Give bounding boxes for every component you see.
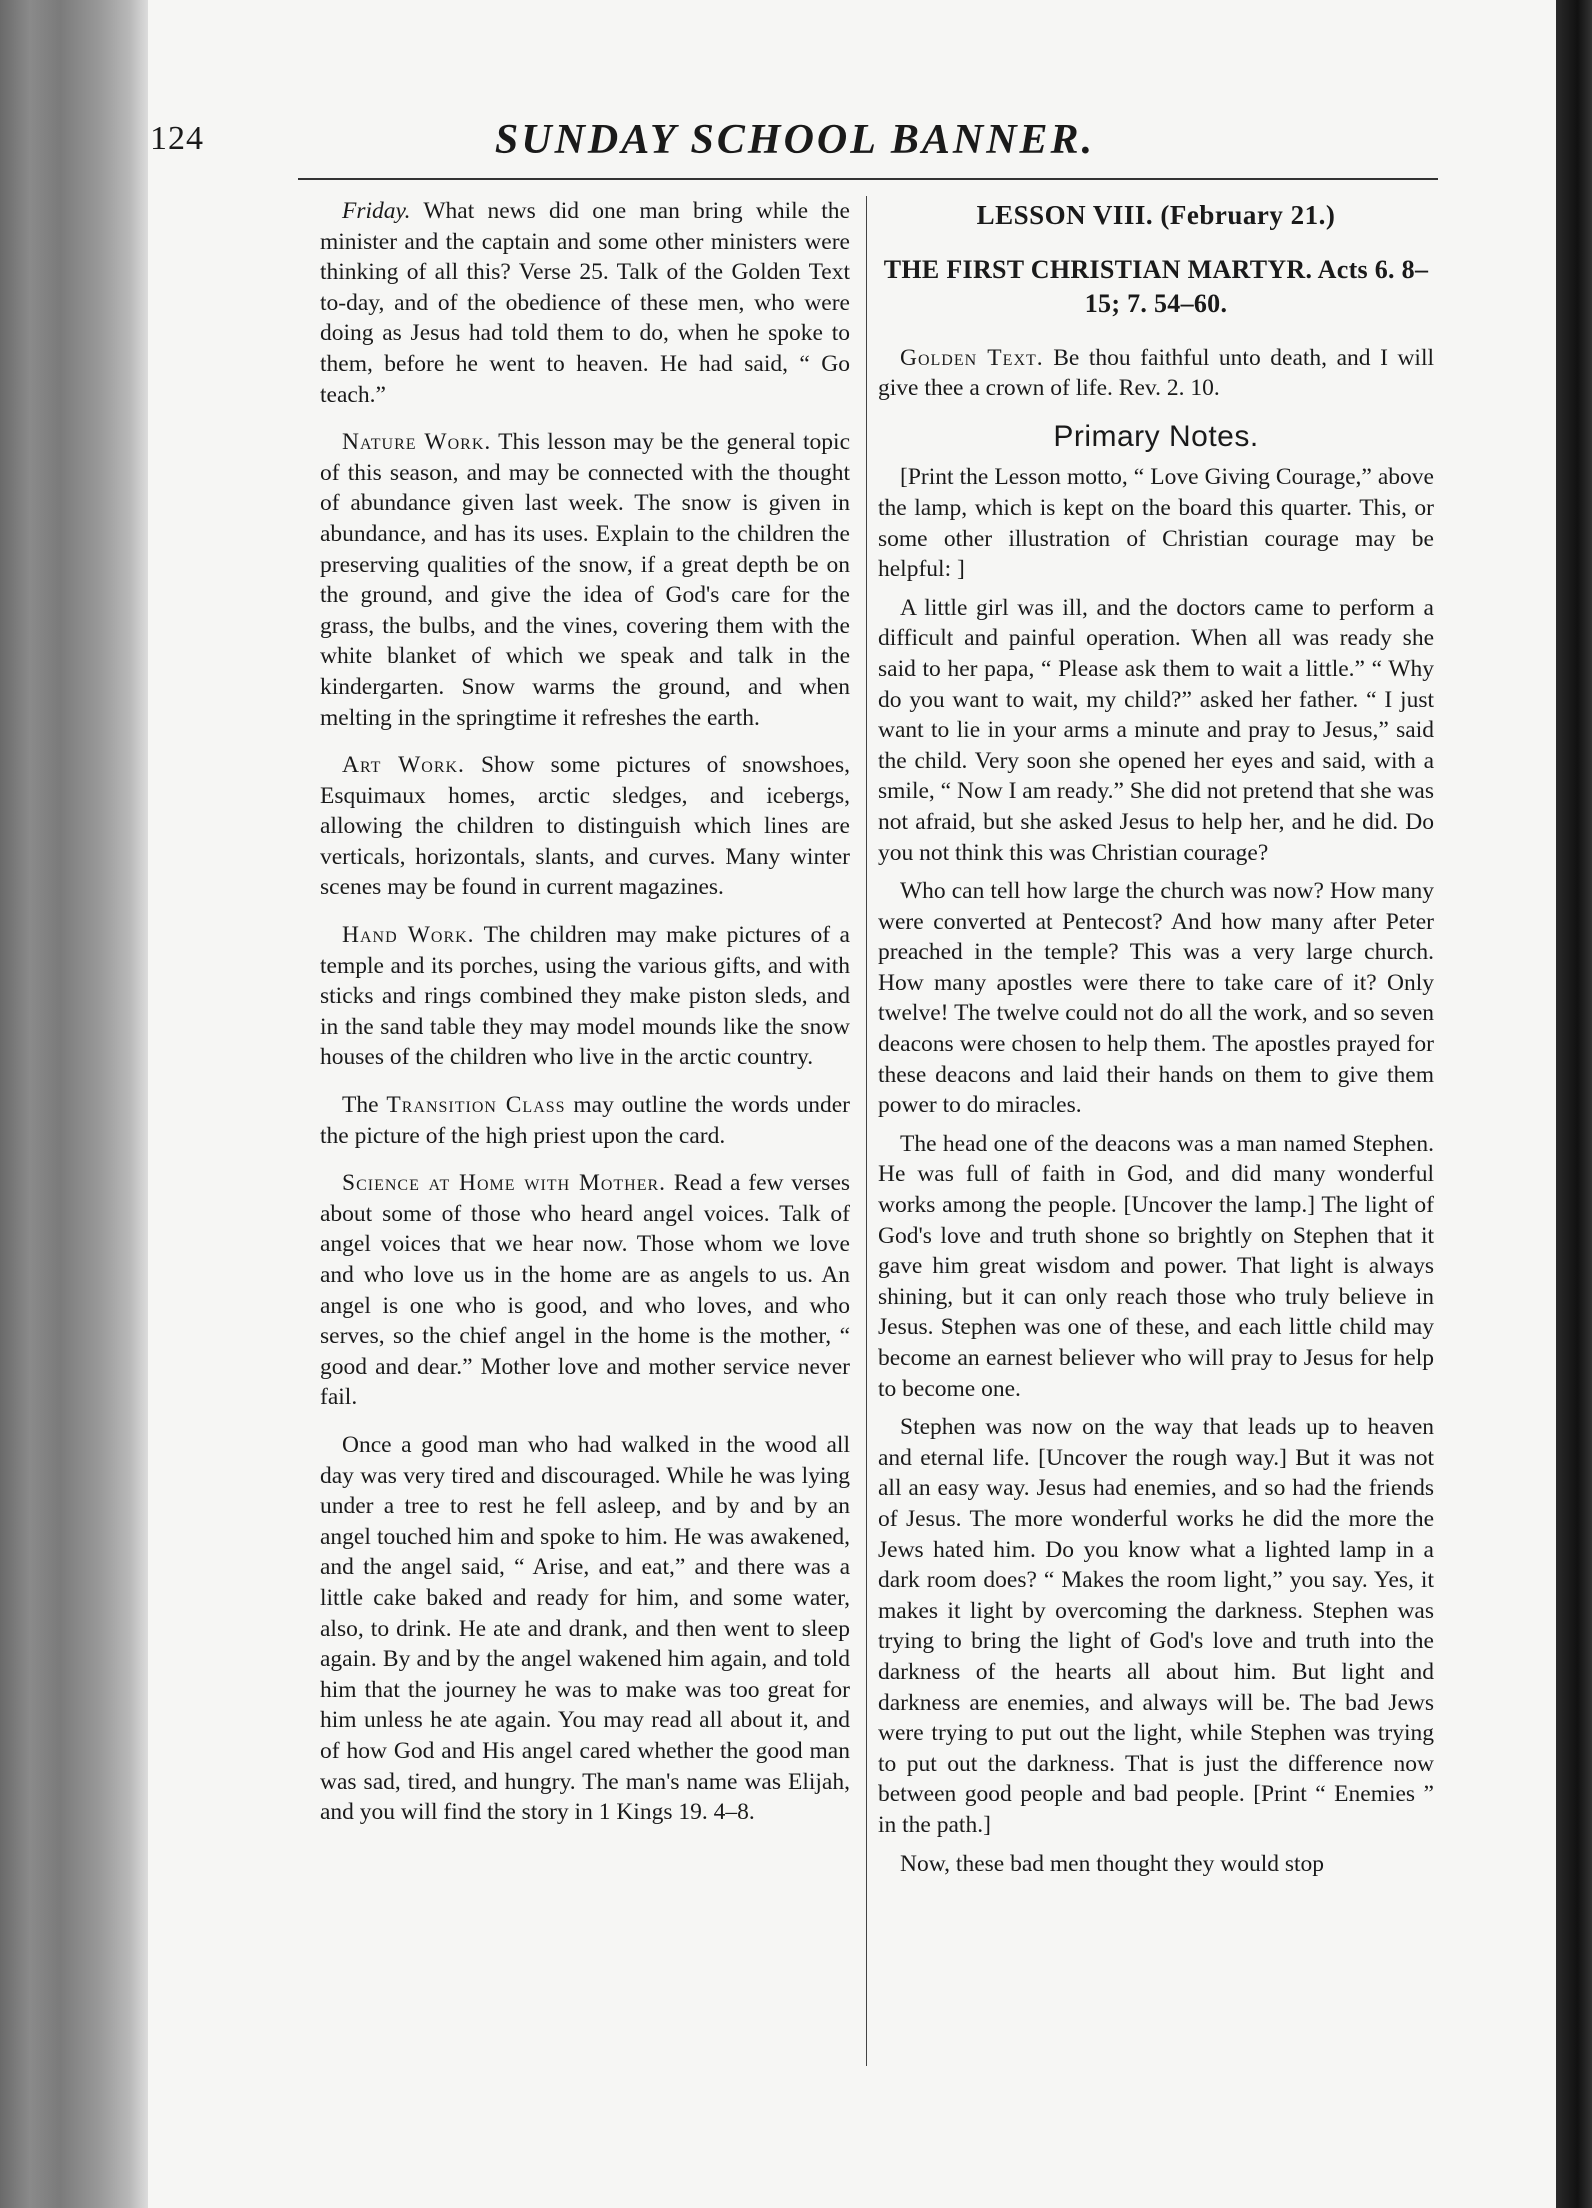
scan-binding-edge <box>0 0 148 2208</box>
page-number: 124 <box>150 120 204 157</box>
golden-text-lead: Golden Text. <box>900 344 1044 371</box>
golden-text-paragraph <box>878 343 1434 404</box>
hand-work-text: The children may make pictures of a temple and its porches, using the various gifts, and with sticks and rings combined they make piston sleds, and in the sand table they may model mounds like the snow houses of the children who live in the arctic country. <box>320 922 850 1071</box>
notes-paragraph: A little girl was ill, and the doctors came to perform a difficult and painful operation. When all was ready she said to her papa, “ Please ask them to wait a little.” “ Why do you want to wait, my child?” asked her father. “ I just want to lie in your arms a minute and pray to Jesus,” said the child. Very soon she opened her eyes and said, with a smile, “ Now I am ready.” She did not pretend that she was not afraid, but she asked Jesus to help her, and he did. Do you not think this was Christian courage? <box>878 594 1434 866</box>
nature-work-lead: Nature Work. <box>342 429 492 456</box>
golden-text: Be thou faithful unto death, and I will give thee a crown of life. Rev. 2. 10. <box>878 344 1435 402</box>
hand-work-lead: Hand Work. <box>342 922 475 949</box>
friday-text: What news did one man bring while the minister and the captain and some other ministers were thinking of all this? Verse 25. Talk of the Golden Text to-day, and of the obedience of these men, who were doing as Jesus had told them to do, when he spoke to them, before he went to heaven. He had said, “ Go teach.” <box>320 198 850 408</box>
transition-text: may outline the words under the picture of the high priest upon the card. <box>320 1092 850 1149</box>
notes-paragraph: Who can tell how large the church was now? How many were converted at Pentecost? And how many after Peter preached in the temple? This was a very large church. How many apostles were there to take care of it? Only twelve! The twelve could not do all the work, and so seven deacons were chosen to help them. The apostles prayed for these deacons and laid their hands on them to give them power to do miracles. <box>878 878 1434 1119</box>
notes-paragraph: Stephen was now on the way that leads up to heaven and eternal life. [Uncover the rough way.] But it was not all an easy way. Jesus had enemies, and so had the friends of Jesus. The more wonderful works he did the more the Jews hated him. Do you know what a lighted lamp in a dark room does? “ Makes the room light,” you say. Yes, it makes it light by overcoming the darkness. Stephen was trying to bring the light of God's love and truth into the darkness of the hearts all about him. But light and darkness are enemies, and always will be. The bad Jews were trying to put out the light, while Stephen was trying to put out the darkness. That is just the difference now between good people and bad people. [Print “ Enemies ” in the path.] <box>878 1414 1434 1838</box>
nature-work-paragraph <box>320 427 850 733</box>
column-divider <box>866 196 867 2066</box>
notes-paragraph: [Print the Lesson motto, “ Love Giving Courage,” above the lamp, which is kept on the board this quarter. This, or some other illustration of Christian courage may be helpful: ] <box>878 464 1434 583</box>
transition-paragraph <box>320 1090 850 1151</box>
transition-lead: Transition Class <box>386 1092 566 1119</box>
right-column <box>878 196 1434 1887</box>
notes-paragraph: The head one of the deacons was a man named Stephen. He was full of faith in God, and did many wonderful works among the people. [Uncover the lamp.] The light of God's love and truth shone so brightly on Stephen that it gave him great wisdom and power. That light is always shining, but it can only reach those who truly believe in Jesus. Stephen was one of these, and each little child may become an earnest believer who will pray to Jesus for help to become one. <box>878 1130 1434 1402</box>
science-lead: Science at Home with Mother. <box>342 1170 667 1197</box>
hand-work-paragraph <box>320 920 850 1073</box>
elijah-paragraph: Once a good man who had walked in the wood all day was very tired and discouraged. While he was lying under a tree to rest he fell asleep, and by and by an angel touched him and spoke to him. He was awakened, and the angel said, “ Arise, and eat,” and there was a little cake baked and ready for him, and some water, also, to drink. He ate and drank, and then went to sleep again. By and by the angel wakened him again, and told him that the journey he was to make was too great for him unless he ate again. You may read all about it, and of how God and His angel cared whether the good man was sad, tired, and hungry. The man's name was Elijah, and you will find the story in 1 Kings 19. 4–8. <box>320 1431 850 1826</box>
page-header <box>150 117 1440 174</box>
header-rule <box>298 178 1438 180</box>
art-work-text: Show some pictures of snowshoes, Esquimaux homes, arctic sledges, and icebergs, allowing the children to distinguish which lines are verticals, horizontals, slants, and curves. Many winter scenes may be found in current magazines. <box>320 752 851 901</box>
science-text: Read a few verses about some of those who heard angel voices. Talk of angel voices that we hear now. Those whom we love and who love us in the home are as angels to us. An angel is one who is good, and who loves, and who serves, so the chief angel in the home is the mother, “ good and dear.” Mother love and mother service never fail. <box>320 1170 851 1411</box>
friday-paragraph <box>320 196 850 410</box>
lesson-heading: LESSON VIII. (February 21.) <box>976 200 1336 230</box>
notes-paragraph: Now, these bad men thought they would stop <box>900 1850 1325 1877</box>
transition-pre: The <box>342 1092 379 1119</box>
nature-work-text: This lesson may be the general topic of this season, and may be connected with the thought of abundance given last week. The snow is given in abundance, and has its uses. Explain to the children the preserving qualities of the snow, if a great depth be on the ground, and give the idea of God's care for the grass, the bulbs, and the vines, covering them with the white blanket of which we speak and talk in the kindergarten. Snow warms the ground, and when melting in the springtime it refreshes the earth. <box>320 429 850 731</box>
art-work-paragraph <box>320 750 850 903</box>
science-paragraph <box>320 1168 850 1413</box>
scan-right-edge <box>1556 0 1592 2208</box>
left-column <box>320 196 850 1845</box>
running-title: SUNDAY SCHOOL BANNER. <box>494 117 1096 163</box>
art-work-lead: Art Work. <box>342 752 465 779</box>
primary-notes-heading: Primary Notes. <box>1053 419 1259 453</box>
friday-lead: Friday. <box>342 198 411 224</box>
lesson-title: THE FIRST CHRISTIAN MARTYR. Acts 6. 8–15; 7. 54–60. <box>883 254 1429 318</box>
